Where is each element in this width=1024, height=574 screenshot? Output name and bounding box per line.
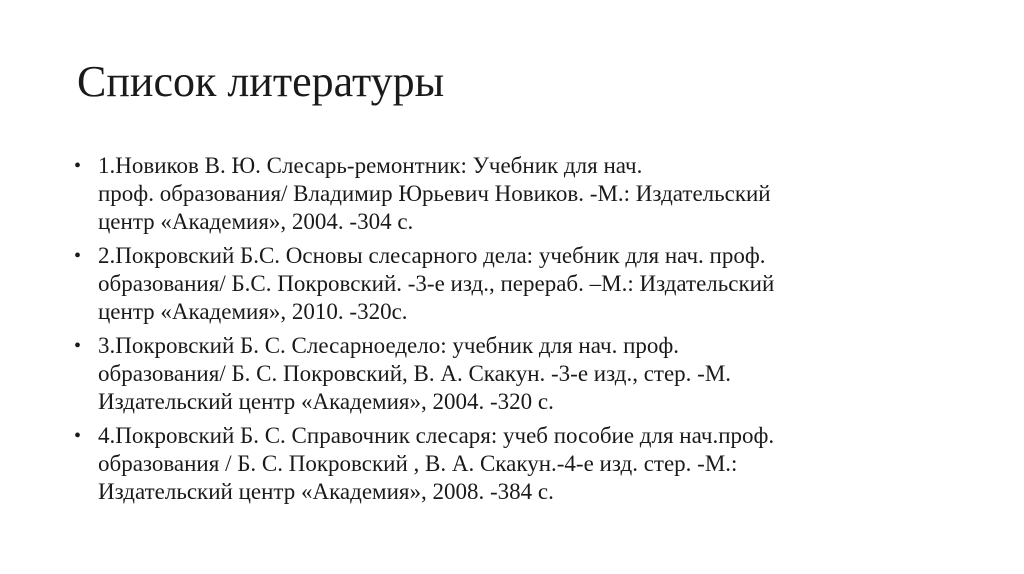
bibliography-list xyxy=(72,152,952,512)
list-item-line: 2.Покровский Б.С. Основы слесарного дела: учебник для нач. проф. xyxy=(98,243,766,268)
list-item-line: Издательский центр «Академия», 2008. -384 с. xyxy=(98,479,554,504)
list-item-line: 4.Покровский Б. С. Справочник слесаря: учеб пособие для нач.проф. xyxy=(98,423,775,448)
list-item-line: 1.Новиков В. Ю. Слесарь-ремонтник: Учебник для нач. xyxy=(98,153,643,178)
list-item xyxy=(72,332,952,416)
list-item-line: образования/ Б. С. Покровский, В. А. Скакун. -3-е изд., стер. -М. xyxy=(98,361,732,386)
bullet-icon: • xyxy=(74,335,82,357)
list-item xyxy=(72,242,952,326)
list-item-line: центр «Академия», 2004. -304 с. xyxy=(98,209,414,234)
list-item-line: Издательский центр «Академия», 2004. -320 с. xyxy=(98,389,554,414)
list-item-line: центр «Академия», 2010. -320с. xyxy=(98,299,408,324)
list-item-line: 3.Покровский Б. С. Слесарноедело: учебник для нач. проф. xyxy=(98,333,680,358)
list-item-line: проф. образования/ Владимир Юрьевич Новиков. -М.: Издательский xyxy=(98,181,771,206)
bullet-icon: • xyxy=(74,245,82,267)
list-item-line: образования / Б. С. Покровский , В. А. Скакун.-4-е изд. стер. -М.: xyxy=(98,451,738,476)
list-item xyxy=(72,152,952,236)
slide-title: Список литературы xyxy=(77,57,445,106)
list-item-line: образования/ Б.С. Покровский. -3-е изд., перераб. –М.: Издательский xyxy=(98,271,775,296)
list-item xyxy=(72,422,952,506)
bullet-icon: • xyxy=(74,425,82,447)
bullet-icon: • xyxy=(74,155,82,177)
